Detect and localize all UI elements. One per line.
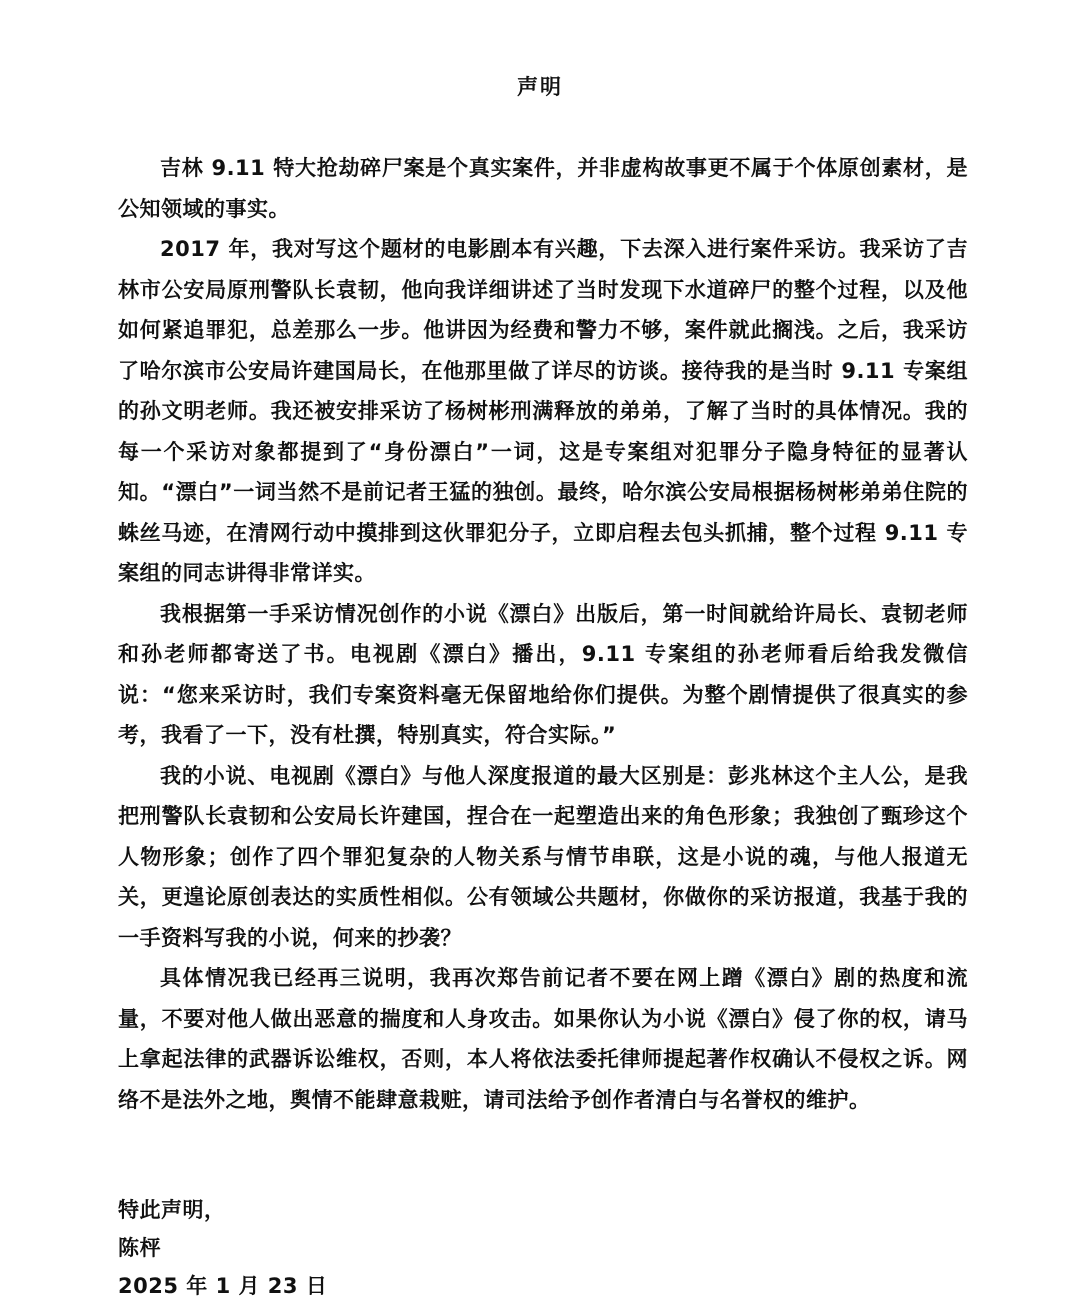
document-title: 声明 <box>517 75 563 99</box>
document-closing <box>118 1191 718 1305</box>
paragraph-3: 我根据第一手采访情况创作的小说《漂白》出版后，第一时间就给许局长、袁韧老师和孙老师都寄送了书。电视剧《漂白》播出，9.11 专案组的孙老师看后给我发微信说：“您来采访时，我们专案资料毫无保留地给你们提供。为整个剧情提供了很真实的参考，我看了一下，没有杜撰，特别真实，符合实际。” <box>118 601 968 747</box>
paragraph-2: 2017 年，我对写这个题材的电影剧本有兴趣，下去深入进行案件采访。我采访了吉林市公安局原刑警队长袁韧，他向我详细讲述了当时发现下水道碎尸的整个过程，以及他如何紧追罪犯，总差那么一步。他讲因为经费和警力不够，案件就此搁浅。之后，我采访了哈尔滨市公安局许建国局长，在他那里做了详尽的访谈。接待我的是当时 9.11 专案组的孙文明老师。我还被安排采访了杨树彬刑满释放的弟弟，了解了当时的具体情况。我的每一个采访对象都提到了“身份漂白”一词，这是专案组对犯罪分子隐身特征的显著认知。“漂白”一词当然不是前记者王猛的独创。最终，哈尔滨公安局根据杨树彬弟弟住院的蛛丝马迹，在清网行动中摸排到这伙罪犯分子，立即启程去包头抓捕，整个过程 9.11 专案组的同志讲得非常详实。 <box>118 237 968 585</box>
closing-statement: 特此声明， <box>118 1198 226 1222</box>
paragraph-5: 具体情况我已经再三说明，我再次郑告前记者不要在网上蹭《漂白》剧的热度和流量，不要对他人做出恶意的揣度和人身攻击。如果你认为小说《漂白》侵了你的权，请马上拿起法律的武器诉讼维权，否则，本人将依法委托律师提起著作权确认不侵权之诉。网络不是法外之地，舆情不能肆意栽赃，请司法给予创作者清白与名誉权的维护。 <box>118 966 968 1112</box>
document-body <box>118 148 968 1120</box>
paragraph-1: 吉林 9.11 特大抢劫碎尸案是个真实案件，并非虚构故事更不属于个体原创素材，是公知领域的事实。 <box>118 156 968 221</box>
author-signature: 陈枰 <box>118 1236 161 1260</box>
document-date: 2025 年 1 月 23 日 <box>118 1274 328 1298</box>
paragraph-4: 我的小说、电视剧《漂白》与他人深度报道的最大区别是：彭兆林这个主人公，是我把刑警队长袁韧和公安局长许建国，捏合在一起塑造出来的角色形象；我独创了甄珍这个人物形象；创作了四个罪犯复杂的人物关系与情节串联，这是小说的魂，与他人报道无关，更遑论原创表达的实质性相似。公有领域公共题材，你做你的采访报道，我基于我的一手资料写我的小说，何来的抄袭？ <box>118 763 968 950</box>
